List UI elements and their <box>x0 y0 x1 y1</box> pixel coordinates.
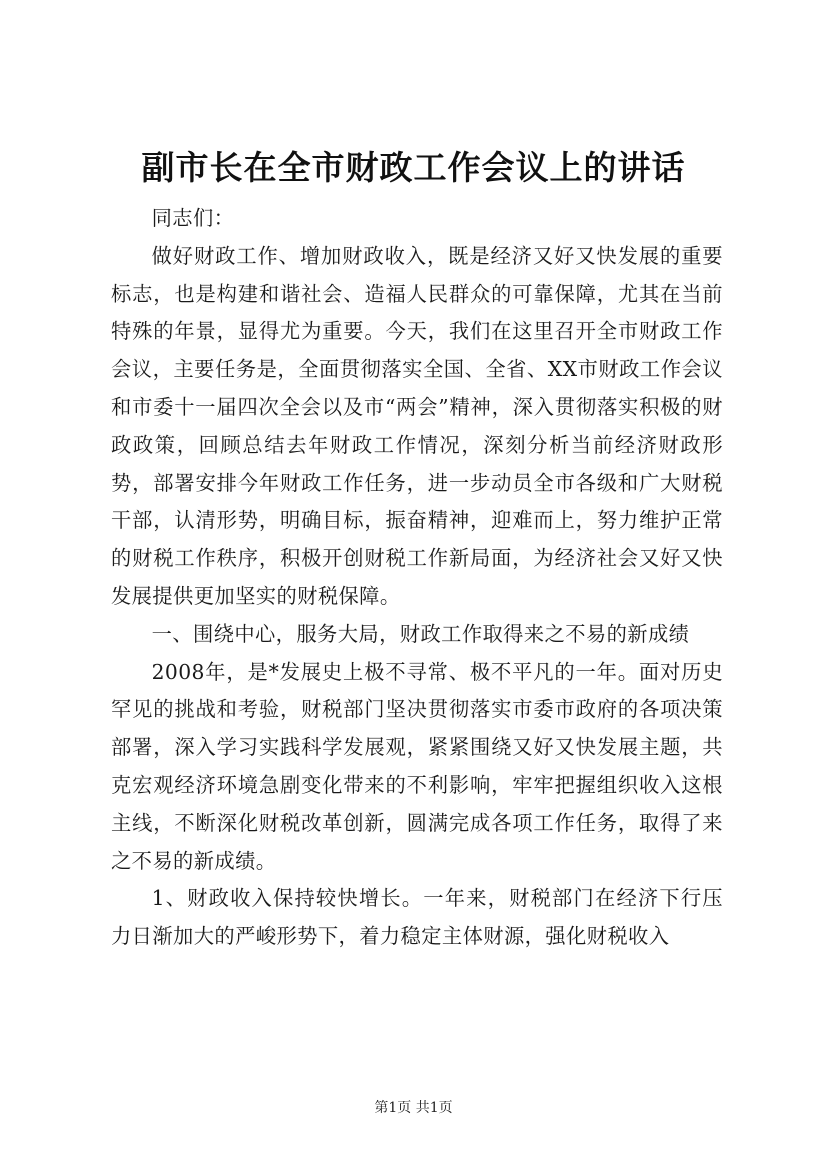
section-heading: 一、围绕中心，服务大局，财政工作取得来之不易的新成绩 <box>151 621 690 646</box>
salutation-paragraph: 同志们： <box>151 206 235 230</box>
document-body <box>111 200 723 956</box>
page-footer: 第1页 共1页 <box>374 1100 453 1116</box>
document-title: 副市长在全市财政工作会议上的讲话 <box>141 148 686 187</box>
body-paragraph: 2008年，是*发展史上极不寻常、极不平凡的一年。面对历史罕见的挑战和考验，财税部门坚决贯彻落实市委市政府的各项决策部署，深入学习实践科学发展观，紧紧围绕又好又快发展主题，共克宏观经济环境急剧变化带来的不利影响，牢牢把握组织收入这根主线，不断深化财税改革创新，圆满完成各项工作任务，取得了来之不易的新成绩。 <box>111 659 723 873</box>
intro-paragraph: 做好财政工作、增加财政收入，既是经济又好又快发展的重要标志，也是构建和谐社会、造福人民群众的可靠保障，尤其在当前特殊的年景，显得尤为重要。今天，我们在这里召开全市财政工作会议，主要任务是，全面贯彻落实全国、全省、XX市财政工作会议和市委十一届四次全会以及市“两会”精神，深入贯彻落实积极的财政政策，回顾总结去年财政工作情况，深刻分析当前经济财政形势，部署安排今年财政工作任务，进一步动员全市各级和广大财税干部，认清形势，明确目标，振奋精神，迎难而上，努力维护正常的财税工作秩序，积极开创财税工作新局面，为经济社会又好又快发展提供更加坚实的财税保障。 <box>111 243 723 608</box>
body-paragraph: 1、财政收入保持较快增长。一年来，财税部门在经济下行压力日渐加大的严峻形势下，着力稳定主体财源，强化财税收入 <box>111 886 723 949</box>
